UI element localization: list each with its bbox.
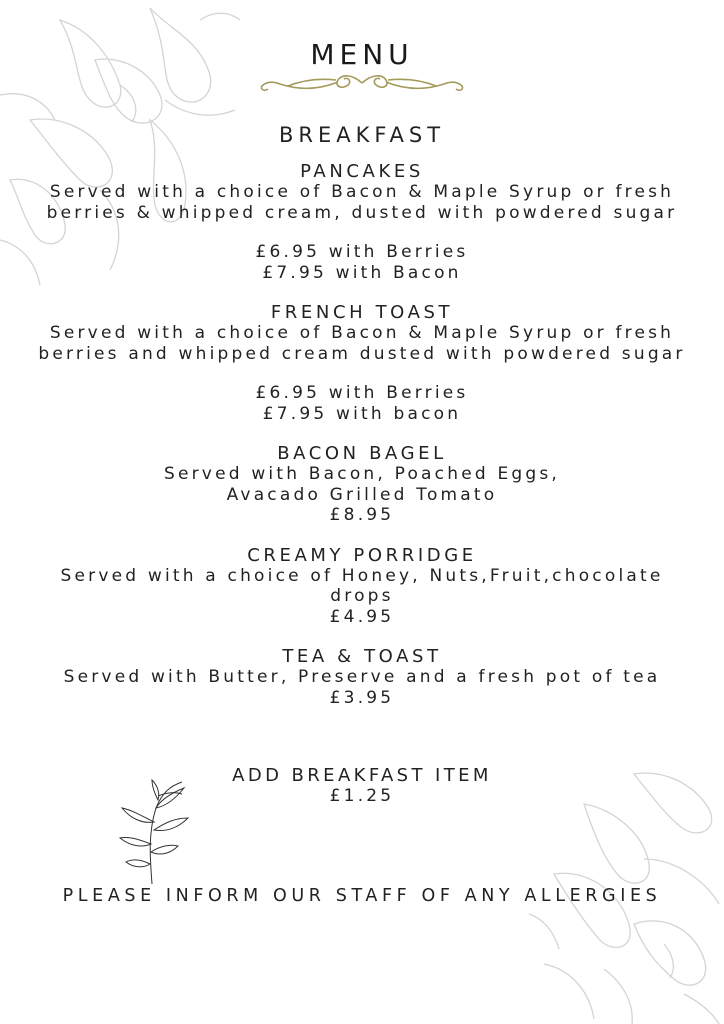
allergy-notice: PLEASE INFORM OUR STAFF OF ANY ALLERGIES — [62, 886, 662, 906]
menu-item-tea-toast — [0, 646, 724, 708]
addon-name: ADD BREAKFAST ITEM — [232, 765, 492, 786]
item-description: Served with a choice of Bacon & Maple Syrup or fresh berries and whipped cream dusted with powdered sugar — [38, 323, 686, 364]
item-description: Served with a choice of Honey, Nuts,Fruit,chocolate drops — [60, 565, 664, 606]
addon-price: £1.25 — [329, 786, 395, 806]
item-description: Served with Bacon, Poached Eggs, Avacado Grilled Tomato — [163, 464, 561, 505]
menu-item-creamy-porridge — [0, 545, 724, 628]
item-price: £3.95 — [329, 687, 395, 708]
item-name: BACON BAGEL — [277, 443, 447, 464]
menu-item-pancakes — [0, 161, 724, 283]
item-name: TEA & TOAST — [282, 646, 442, 667]
menu-item-french-toast — [0, 302, 724, 424]
ornamental-divider-icon — [258, 70, 466, 96]
item-name: FRENCH TOAST — [270, 302, 454, 323]
section-heading: BREAKFAST — [278, 123, 446, 147]
item-price: £6.95 with Berries — [255, 242, 469, 262]
item-description: Served with a choice of Bacon & Maple Syrup or fresh berries & whipped cream, dusted with powdered sugar — [46, 182, 678, 223]
item-price: £8.95 — [329, 505, 395, 525]
page-title: MENU — [310, 38, 414, 71]
item-price: £6.95 with Berries — [255, 383, 469, 403]
item-price: £7.95 with bacon — [262, 403, 462, 424]
item-name: PANCAKES — [300, 161, 424, 182]
add-item-extra — [0, 765, 724, 807]
menu-item-bacon-bagel — [0, 443, 724, 526]
item-name: CREAMY PORRIDGE — [247, 544, 477, 566]
item-price: £4.95 — [329, 606, 395, 627]
item-description: Served with Butter, Preserve and a fresh pot of tea — [63, 667, 661, 687]
item-price: £7.95 with Bacon — [262, 262, 462, 283]
menu-list — [0, 161, 724, 708]
